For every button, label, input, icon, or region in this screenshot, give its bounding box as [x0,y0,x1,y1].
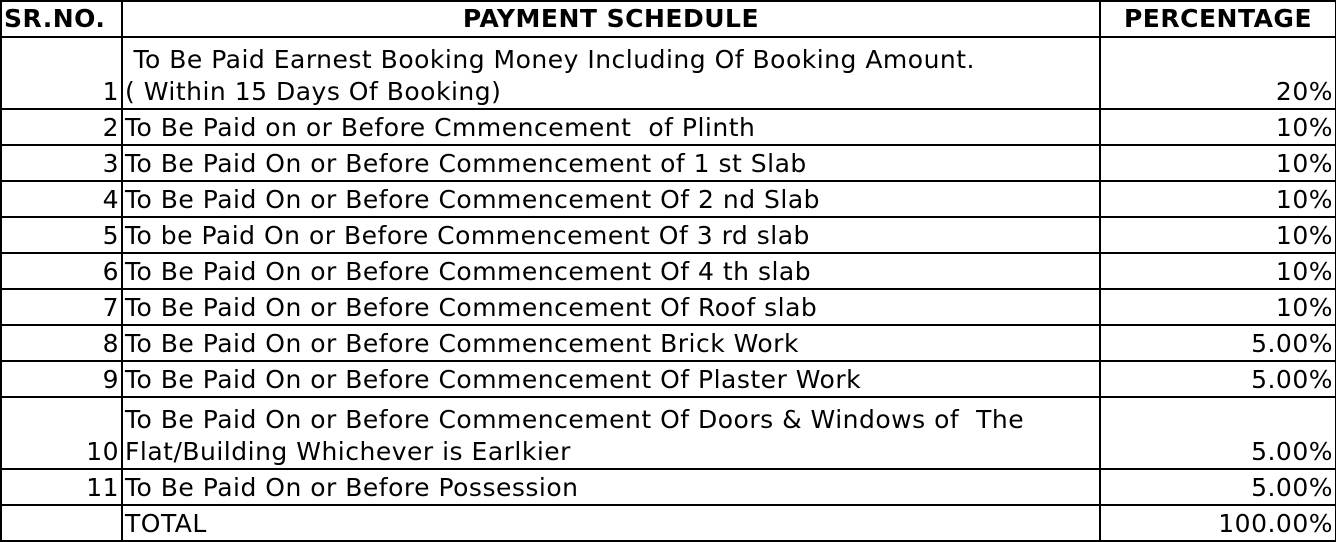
payment-schedule-cell [122,109,1100,145]
sr-no-cell: 4 [1,181,122,217]
sr-no-cell: 6 [1,253,122,289]
header-sr-no: SR.NO. [1,1,122,37]
sr-no-cell: 7 [1,289,122,325]
payment-schedule-cell [122,325,1100,361]
percentage-cell: 10% [1100,217,1336,253]
sr-no-cell: 2 [1,109,122,145]
payment-schedule-cell [122,361,1100,397]
percentage-cell: 5.00% [1100,361,1336,397]
sr-no-cell: 9 [1,361,122,397]
schedule-text-line: To Be Paid On or Before Commencement Of Roof slab [125,293,818,322]
schedule-text-line: To Be Paid on or Before Cmmencement of Plinth [125,113,756,142]
total-label: TOTAL [122,505,1100,541]
schedule-text-line: To be Paid On or Before Commencement Of 3 rd slab [125,221,810,250]
payment-schedule-cell [122,397,1100,469]
table-row [1,397,1336,469]
percentage-cell: 20% [1100,37,1336,109]
schedule-text-line: To Be Paid On or Before Commencement Of 2 nd Slab [125,185,821,214]
table-row [1,217,1336,253]
table-row [1,145,1336,181]
sr-no-cell: 10 [1,397,122,469]
total-row [1,505,1336,541]
percentage-cell: 10% [1100,109,1336,145]
percentage-cell: 5.00% [1100,397,1336,469]
table-row [1,325,1336,361]
total-percentage: 100.00% [1100,505,1336,541]
schedule-text-line: To Be Paid On or Before Possession [125,473,579,502]
schedule-rows [1,37,1336,505]
payment-schedule-cell [122,181,1100,217]
schedule-text-line: Flat/Building Whichever is Earlkier [125,437,571,466]
schedule-text-line: To Be Paid On or Before Commencement Of 4 th slab [125,257,812,286]
schedule-text-line: To Be Paid On or Before Commencement Brick Work [125,329,799,358]
sr-no-cell: 3 [1,145,122,181]
schedule-text-line: To Be Paid On or Before Commencement Of Doors & Windows of The [125,405,1025,434]
payment-schedule-cell [122,469,1100,505]
percentage-cell: 10% [1100,253,1336,289]
schedule-text-line: To Be Paid Earnest Booking Money Including Of Booking Amount. [125,45,976,74]
table-row [1,109,1336,145]
payment-schedule-cell [122,253,1100,289]
total-sr-cell [1,505,122,541]
header-payment-schedule: PAYMENT SCHEDULE [122,1,1100,37]
payment-schedule-cell [122,289,1100,325]
header-row [1,1,1336,37]
sr-no-cell: 11 [1,469,122,505]
table-row [1,469,1336,505]
percentage-cell: 10% [1100,145,1336,181]
table-row [1,361,1336,397]
percentage-cell: 10% [1100,289,1336,325]
payment-schedule-cell [122,145,1100,181]
table-row [1,37,1336,109]
header-percentage: PERCENTAGE [1100,1,1336,37]
percentage-cell: 10% [1100,181,1336,217]
payment-schedule-cell [122,217,1100,253]
schedule-text-line: To Be Paid On or Before Commencement Of Plaster Work [125,365,862,394]
table-row [1,289,1336,325]
schedule-text-line: ( Within 15 Days Of Booking) [125,77,502,106]
percentage-cell: 5.00% [1100,325,1336,361]
table-row [1,181,1336,217]
table-row [1,253,1336,289]
sr-no-cell: 5 [1,217,122,253]
payment-schedule-cell [122,37,1100,109]
schedule-text-line: To Be Paid On or Before Commencement of 1 st Slab [125,149,807,178]
sr-no-cell: 8 [1,325,122,361]
percentage-cell: 5.00% [1100,469,1336,505]
sr-no-cell: 1 [1,37,122,109]
